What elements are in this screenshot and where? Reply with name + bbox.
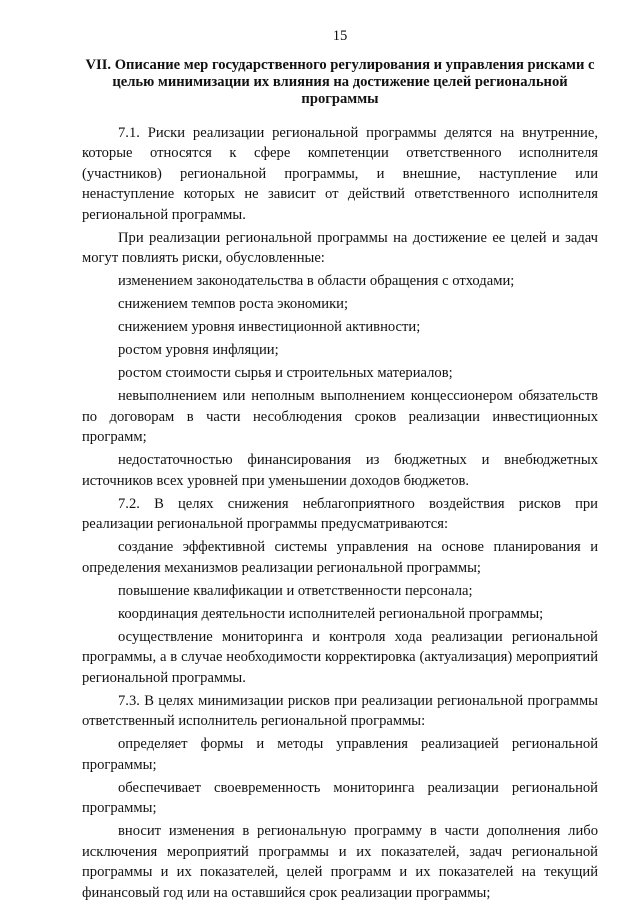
list-item-legislation: изменением законодательства в области обращения с отходами;: [118, 273, 515, 289]
list-item-investment: снижением уровня инвестиционной активности;: [118, 319, 421, 335]
section-heading: VII. Описание мер государственного регулирования и управления рисками с целью минимизации их влияния на достижение целей региональной программы: [85, 56, 595, 107]
list-item-coordination: координация деятельности исполнителей региональной программы;: [118, 605, 544, 622]
paragraph-7-1: 7.1. Риски реализации региональной программы делятся на внутренние, которые относятся к сфере компетенции ответственного исполнителя (участников) региональной программы, и внешние, наступление или ненаступление которых не зависит от действий ответственного исполнителя региональной программы.: [82, 124, 598, 223]
list-item-timely-monitoring: обеспечивает своевременность мониторинга реализации региональной программы;: [82, 779, 598, 816]
list-item-personnel: повышение квалификации и ответственности персонала;: [118, 582, 473, 599]
paragraph-7-3: 7.3. В целях минимизации рисков при реализации региональной программы ответственный исполнитель региональной программы:: [82, 692, 598, 729]
list-item-inflation: ростом уровня инфляции;: [118, 342, 279, 358]
document-page: [82, 26, 598, 906]
list-item-management-system: создание эффективной системы управления на основе планирования и определения механизмов реализации региональной программы;: [82, 539, 598, 576]
paragraph-risks-intro: При реализации региональной программы на достижение ее целей и задач могут повлиять риски, обусловленные:: [82, 229, 598, 266]
list-item-economy: снижением темпов роста экономики;: [118, 296, 349, 312]
page-number: 15: [332, 28, 348, 44]
list-item-materials: ростом стоимости сырья и строительных материалов;: [118, 365, 453, 381]
paragraph-7-2: 7.2. В целях снижения неблагоприятного воздействия рисков при реализации региональной программы предусматриваются:: [82, 495, 598, 532]
list-item-forms-methods: определяет формы и методы управления реализацией региональной программы;: [82, 736, 598, 773]
document-body: [82, 123, 598, 904]
list-item-concessionaire: невыполнением или неполным выполнением концессионером обязательств по договорам в части несоблюдения сроков реализации инвестиционных программ;: [82, 388, 598, 445]
list-item-monitoring: осуществление мониторинга и контроля хода реализации региональной программы, а в случае необходимости корректировка (актуализация) мероприятий региональной программы.: [82, 628, 598, 686]
list-item-financing: недостаточностью финансирования из бюджетных и внебюджетных источников всех уровней при уменьшении доходов бюджетов.: [82, 452, 598, 489]
list-item-changes: вносит изменения в региональную программу в части дополнения либо исключения мероприятий программы и их показателей, задач региональной программы и их показателей, целей программ и их показателей на текущий финансовый год или на оставшийся срок реализации программы;: [82, 823, 598, 901]
